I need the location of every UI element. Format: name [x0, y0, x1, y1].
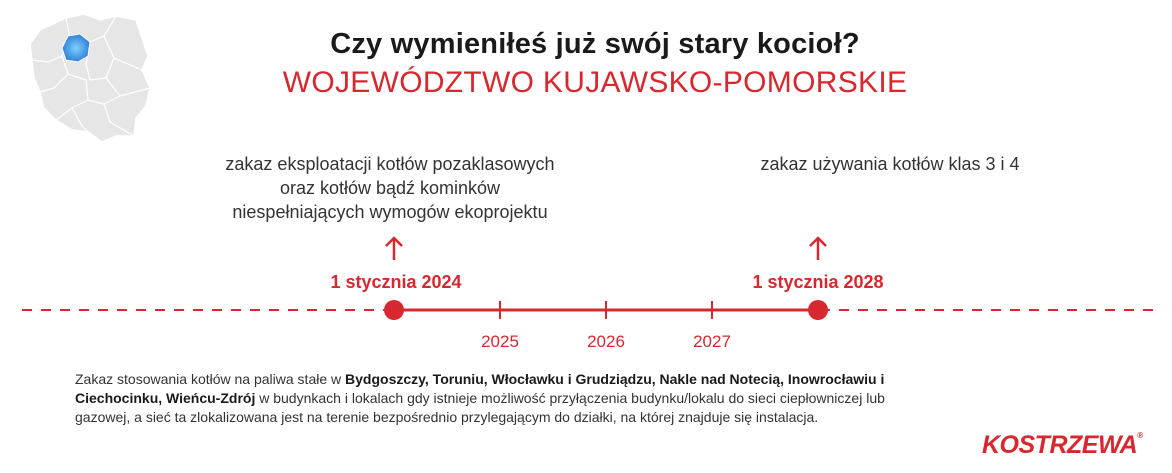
event-2024-description [170, 152, 610, 224]
arrow-up-icon [810, 238, 826, 260]
milestone-dot-2028 [808, 300, 828, 320]
arrow-up-icon [386, 238, 402, 260]
registered-mark: ® [1137, 431, 1143, 440]
year-label: 2025 [481, 332, 519, 351]
event-2028-line: zakaz używania kotłów klas 3 i 4 [760, 154, 1020, 174]
footnote-intro: Zakaz stosowania kotłów na paliwa stałe w [75, 371, 346, 387]
milestone-date-2028: 1 stycznia 2028 [752, 272, 884, 292]
footnote-rest: w budynkach i lokalach gdy istnieje możliwość przyłączenia budynku/lokalu do sieci ciepłowniczej lub gazowej, a sieć ta zlokalizowana jest na terenie bezpośrednio przylegającym do działki, na której znajduje się instalacja. [75, 390, 885, 425]
logo-text: KOSTRZEWA [982, 431, 1138, 459]
footnote-cities: Bydgoszczy, Toruniu, Włocławku i Grudziądzu, Nakle nad Notecią, Inowrocławiu i Ciechocinku, Wieńcu-Zdrój [75, 371, 885, 406]
footnote [75, 370, 935, 427]
milestone-dot-2024 [384, 300, 404, 320]
event-2024-line: niespełniających wymogów ekoprojektu [232, 202, 548, 222]
page-title: Czy wymieniłeś już swój stary kocioł? [330, 28, 860, 60]
event-2024-line: oraz kotłów bądź kominków [279, 178, 501, 198]
event-2024-line: zakaz eksploatacji kotłów pozaklasowych [225, 154, 555, 174]
milestone-date-2024: 1 stycznia 2024 [330, 272, 462, 292]
timeline-graphic [0, 230, 1172, 360]
timeline [0, 230, 1172, 360]
region-subtitle: WOJEWÓDZTWO KUJAWSKO-POMORSKIE [282, 66, 908, 99]
year-label: 2026 [587, 332, 625, 351]
event-2028-description [700, 152, 1080, 176]
kostrzewa-logo [982, 431, 1143, 460]
year-label: 2027 [693, 332, 731, 351]
